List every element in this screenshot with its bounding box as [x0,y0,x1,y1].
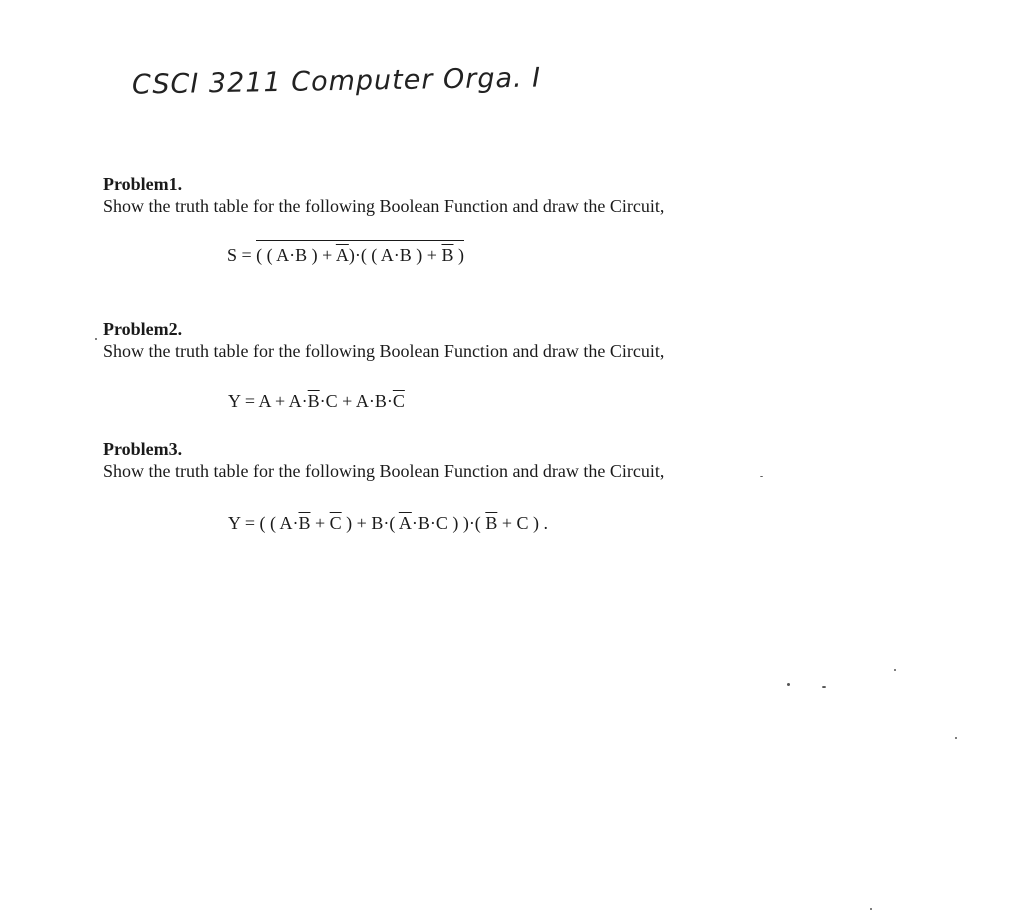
scan-speck [760,476,763,477]
problem-2-formula: $Y = A + A\cdot\overline{B}\cdot C + A\cdot B\cdot\overline{C}$ [228,391,405,411]
scan-speck [894,669,896,671]
problem-1-formula [227,243,464,267]
problem-3-formula: Y = ( ( $A\cdot\overline{B} + \overline{C}$ ) + B·( $\overline{A}\cdot B\cdot C$ ) )·( $\overline{B} + C$ ) . [228,513,548,533]
scan-speck [955,737,957,739]
formula-1-rhs: ( ( A·B ) + $\overline{A})\cdot$( ( A·B ) + $\overline{B}$ ) [256,240,464,267]
problem-2 [103,318,803,362]
scan-speck [822,686,826,688]
problem-1-question: Show the truth table for the following Boolean Function and draw the Circuit, [103,196,665,216]
handwritten-course-title: CSCI 3211 Computer Orga. I [131,62,542,101]
problem-1-heading: Problem1. [103,174,183,194]
problem-3-question: Show the truth table for the following Boolean Function and draw the Circuit, [103,461,665,481]
scan-speck [95,338,97,340]
problem-2-heading: Problem2. [103,319,183,339]
problem-3-heading: Problem3. [103,439,183,459]
scan-speck [787,683,790,686]
formula-1-eq: = [241,245,252,265]
problem-2-question: Show the truth table for the following Boolean Function and draw the Circuit, [103,341,665,361]
formula-1-lhs: S [227,245,238,265]
scan-speck [870,908,872,910]
problem-3 [103,438,803,482]
problem-1 [103,173,803,217]
